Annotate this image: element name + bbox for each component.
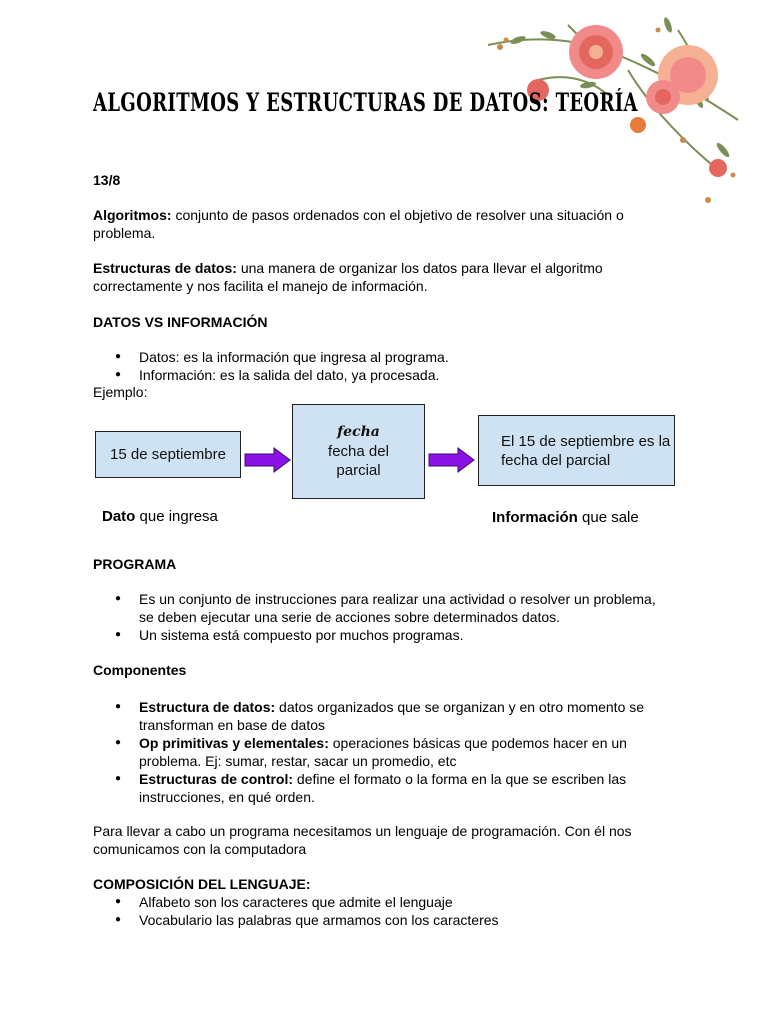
estructuras-term: Estructuras de datos: xyxy=(93,260,237,276)
page-title: ALGORITMOS Y ESTRUCTURAS DE DATOS: TEORÍA xyxy=(93,88,638,117)
proceso-box xyxy=(292,404,425,499)
componente-term: Estructura de datos: xyxy=(139,699,276,715)
datos-vs-heading: DATOS VS INFORMACIÓN xyxy=(93,314,268,330)
informacion-box xyxy=(478,415,675,486)
lenguaje-paragraph: Para llevar a cabo un programa necesitamos un lenguaje de programación. Con él nos comunicamos con la computadora xyxy=(93,823,632,857)
list-item: ● Un sistema está compuesto por muchos programas. xyxy=(93,626,673,644)
informacion-caption xyxy=(492,509,639,526)
list-item xyxy=(93,734,673,770)
datos-vs-list xyxy=(93,348,673,384)
composicion-list xyxy=(93,893,673,929)
dato-box xyxy=(95,431,241,478)
composicion-heading: COMPOSICIÓN DEL LENGUAJE: xyxy=(93,876,311,892)
componente-text: operaciones básicas que podemos hacer en un problema. Ej: sumar, restar, sacar un promedio, etc xyxy=(139,735,627,769)
list-item: ● Información: es la salida del dato, ya procesada. xyxy=(93,366,673,384)
list-item: ● Es un conjunto de instrucciones para realizar una actividad o resolver un problema, se deben ejecutar una serie de acciones sobre determinados datos. xyxy=(93,590,673,626)
informacion-caption-bold: Información xyxy=(492,509,578,526)
programa-list xyxy=(93,590,673,644)
algoritmos-term: Algoritmos: xyxy=(93,207,172,223)
componente-term: Estructuras de control: xyxy=(139,771,294,787)
estructuras-definition xyxy=(93,259,673,295)
componente-term: Op primitivas y elementales: xyxy=(139,735,329,751)
list-item: ● Vocabulario las palabras que armamos con los caracteres xyxy=(93,911,673,929)
list-item: ● Alfabeto son los caracteres que admite el lenguaje xyxy=(93,893,673,911)
algoritmos-text: conjunto de pasos ordenados con el objetivo de resolver una situación o problema. xyxy=(93,207,624,241)
informacion-caption-text: que sale xyxy=(577,509,639,526)
dato-caption xyxy=(102,508,218,525)
dato-caption-text: que ingresa xyxy=(135,508,218,525)
floral-corner-icon xyxy=(478,0,768,235)
algoritmos-definition xyxy=(93,206,673,242)
estructuras-text: una manera de organizar los datos para llevar el algoritmo correctamente y nos facilita el manejo de información. xyxy=(93,260,603,294)
programa-heading: PROGRAMA xyxy=(93,556,177,572)
componentes-list xyxy=(93,698,673,806)
componentes-heading: Componentes xyxy=(93,662,187,678)
dato-box-text: 15 de septiembre xyxy=(110,446,226,463)
proceso-box-handwritten: fecha xyxy=(337,424,380,440)
dato-caption-bold: Dato xyxy=(102,508,136,525)
list-item xyxy=(93,698,673,734)
list-item: ● Datos: es la información que ingresa al programa. xyxy=(93,348,673,366)
ejemplo-label: Ejemplo: xyxy=(93,384,148,400)
list-item xyxy=(93,770,673,806)
proceso-box-text: fecha del parcial xyxy=(328,443,389,479)
componente-text: define el formato o la forma en la que se escriben las instrucciones, en qué orden. xyxy=(139,771,627,805)
date-label: 13/8 xyxy=(93,172,121,188)
componente-text: datos organizados que se organizan y en otro momento se transforman en base de datos xyxy=(139,699,645,733)
informacion-box-text: El 15 de septiembre es la fecha del parcial xyxy=(501,432,671,469)
arrow-right-icon xyxy=(428,447,476,473)
arrow-right-icon xyxy=(244,447,292,473)
